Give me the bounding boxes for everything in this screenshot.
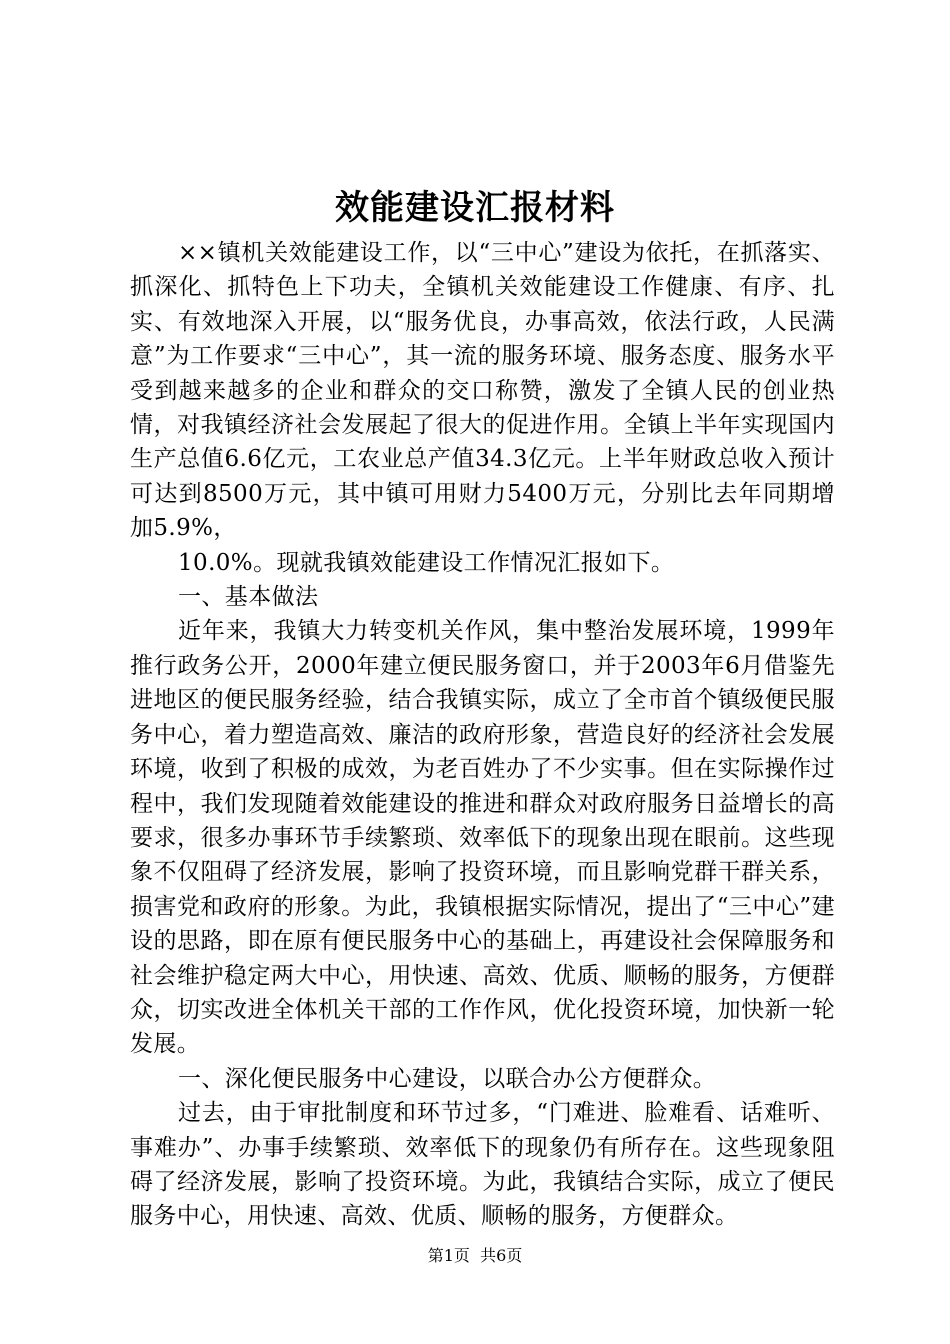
paragraph-intro-continued: 10.0%。现就我镇效能建设工作情况汇报如下。 <box>178 549 675 576</box>
paragraph-intro: ××镇机关效能建设工作，以“三中心”建设为依托，在抓落实、抓深化、抓特色上下功夫，全镇机关效能建设工作健康、有序、扎实、有效地深入开展，以“服务优良，办事高效，依法行政，人民满意”为工作要求“三中心”，其一流的服务环境、服务态度、服务水平受到越来越多的企业和群众的交口称赞，激发了全镇人民的创业热情，对我镇经济社会发展起了很大的促进作用。全镇上半年实现国内生产总值6.6亿元，工农业总产值34.3亿元。上半年财政总收入预计可达到8500万元，其中镇可用财力5400万元，分别比去年同期增加5.9%， <box>130 240 835 542</box>
section-heading-basic-practice: 一、基本做法 <box>178 584 319 611</box>
page-total: 共6页 <box>480 1246 523 1265</box>
document-body <box>130 236 835 1234</box>
subsection-heading-service-center: 一、深化便民服务中心建设，以联合办公方便群众。 <box>178 1065 717 1092</box>
paragraph-service-center: 过去，由于审批制度和环节过多，“门难进、脸难看、话难听、事难办”、办事手续繁琐、效率低下的现象仍有所存在。这些现象阻碍了经济发展，影响了投资环境。为此，我镇结合实际，成立了便民服务中心，用快速、高效、优质、顺畅的服务，方便群众。 <box>130 1100 835 1230</box>
page-footer <box>0 1245 950 1267</box>
page-number: 第1页 <box>427 1246 470 1265</box>
page-title: 效能建设汇报材料 <box>335 188 615 228</box>
paragraph-background: 近年来，我镇大力转变机关作风，集中整治发展环境，1999年推行政务公开，2000年建立便民服务窗口，并于2003年6月借鉴先进地区的便民服务经验，结合我镇实际，成立了全市首个镇级便民服务中心，着力塑造高效、廉洁的政府形象，营造良好的经济社会发展环境，收到了积极的成效，为老百姓办了不少实事。但在实际操作过程中，我们发现随着效能建设的推进和群众对政府服务日益增长的高要求，很多办事环节手续繁琐、效率低下的现象出现在眼前。这些现象不仅阻碍了经济发展，影响了投资环境，而且影响党群干群关系，损害党和政府的形象。为此，我镇根据实际情况，提出了“三中心”建设的思路，即在原有便民服务中心的基础上，再建设社会保障服务和社会维护稳定两大中心，用快速、高效、优质、顺畅的服务，方便群众，切实改进全体机关干部的工作作风，优化投资环境，加快新一轮发展。 <box>130 618 835 1058</box>
